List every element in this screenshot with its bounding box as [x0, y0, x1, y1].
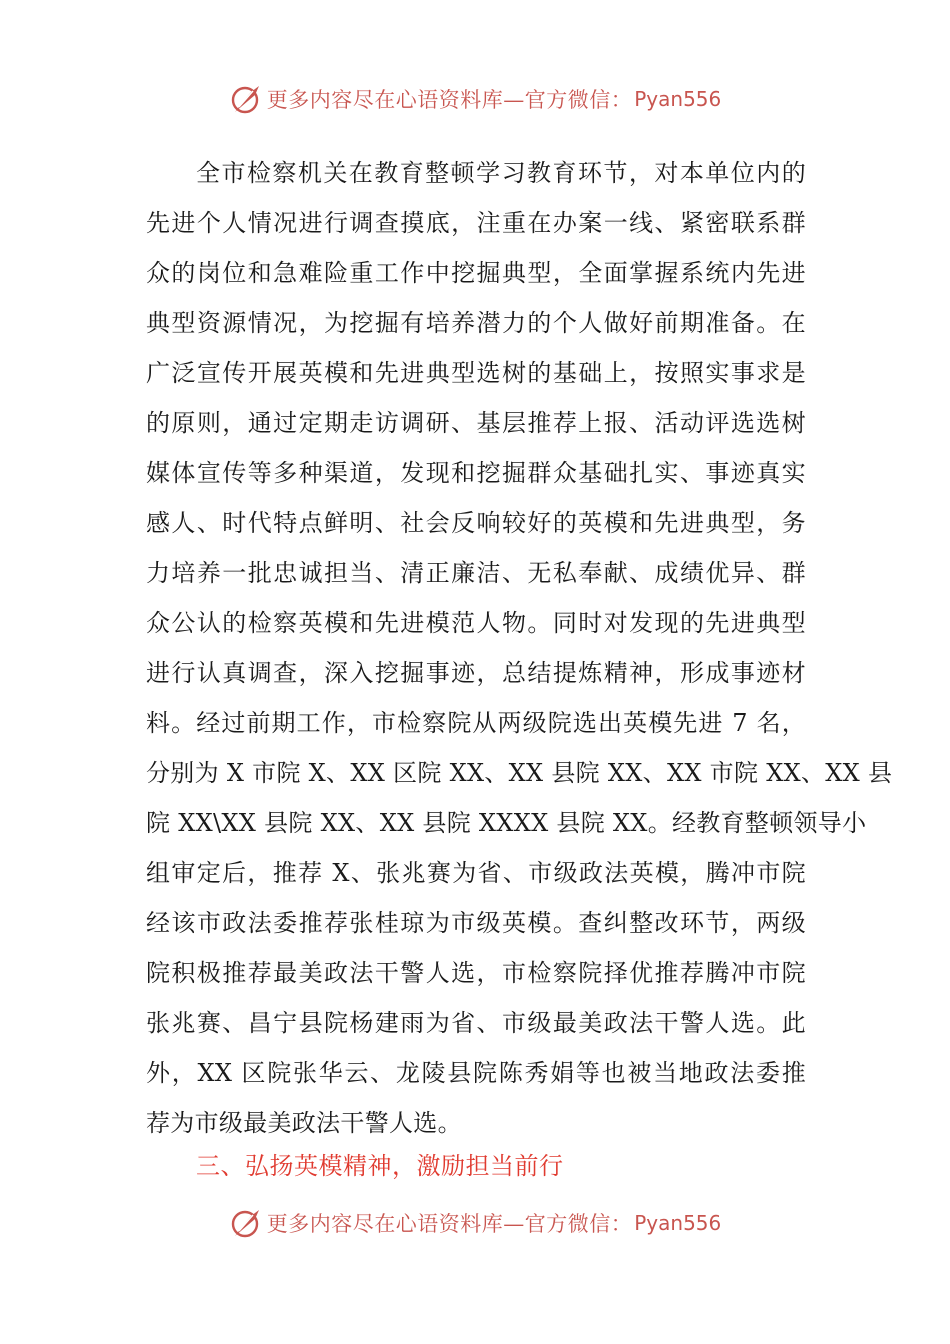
paragraph-line: 料。经过前期工作，市检察院从两级院选出英模先进 7 名，	[146, 709, 806, 737]
watermark-wechat-id: Pyan556	[634, 1211, 722, 1235]
section-heading: 三、弘扬英模精神，激励担当前行	[196, 1152, 564, 1180]
watermark-text: 更多内容尽在心语资料库—官方微信：	[266, 88, 633, 112]
quill-pen-logo-icon	[229, 82, 263, 116]
paragraph-line: 分别为 X 市院 X、XX 区院 XX、XX 县院 XX、XX 市院 XX、XX 县	[146, 759, 893, 787]
watermark-text: 更多内容尽在心语资料库—官方微信：	[266, 1212, 633, 1236]
paragraph-line: 全市检察机关在教育整顿学习教育环节，对本单位内的	[196, 159, 806, 187]
paragraph-line: 院 XX\XX 县院 XX、XX 县院 XXXX 县院 XX。经教育整顿领导小	[146, 809, 867, 837]
paragraph-line: 的原则，通过定期走访调研、基层推荐上报、活动评选选树	[146, 409, 806, 437]
paragraph-line: 典型资源情况，为挖掘有培养潜力的个人做好前期准备。在	[146, 309, 806, 337]
watermark-wechat-id: Pyan556	[634, 87, 722, 111]
paragraph-line: 感人、时代特点鲜明、社会反响较好的英模和先进典型，务	[146, 509, 806, 537]
paragraph-line: 先进个人情况进行调查摸底，注重在办案一线、紧密联系群	[146, 209, 806, 237]
paragraph-line: 荐为市级最美政法干警人选。	[146, 1109, 462, 1137]
paragraph-line: 张兆赛、昌宁县院杨建雨为省、市级最美政法干警人选。此	[146, 1009, 806, 1037]
watermark-header	[0, 82, 950, 116]
quill-pen-logo-icon	[229, 1206, 263, 1240]
paragraph-line: 广泛宣传开展英模和先进典型选树的基础上，按照实事求是	[146, 359, 806, 387]
paragraph-line: 众的岗位和急难险重工作中挖掘典型，全面掌握系统内先进	[146, 259, 806, 287]
paragraph-line: 力培养一批忠诚担当、清正廉洁、无私奉献、成绩优异、群	[146, 559, 806, 587]
body-paragraph	[146, 148, 893, 1148]
paragraph-line: 外，XX 区院张华云、龙陵县院陈秀娟等也被当地政法委推	[146, 1059, 806, 1087]
paragraph-line: 院积极推荐最美政法干警人选，市检察院择优推荐腾冲市院	[146, 959, 806, 987]
paragraph-line: 组审定后，推荐 X、张兆赛为省、市级政法英模，腾冲市院	[146, 859, 806, 887]
paragraph-line: 媒体宣传等多种渠道，发现和挖掘群众基础扎实、事迹真实	[146, 459, 806, 487]
paragraph-line: 经该市政法委推荐张桂琼为市级英模。查纠整改环节，两级	[146, 909, 806, 937]
paragraph-line: 众公认的检察英模和先进模范人物。同时对发现的先进典型	[146, 609, 806, 637]
watermark-footer	[0, 1206, 950, 1240]
paragraph-line: 进行认真调查，深入挖掘事迹，总结提炼精神，形成事迹材	[146, 659, 806, 687]
